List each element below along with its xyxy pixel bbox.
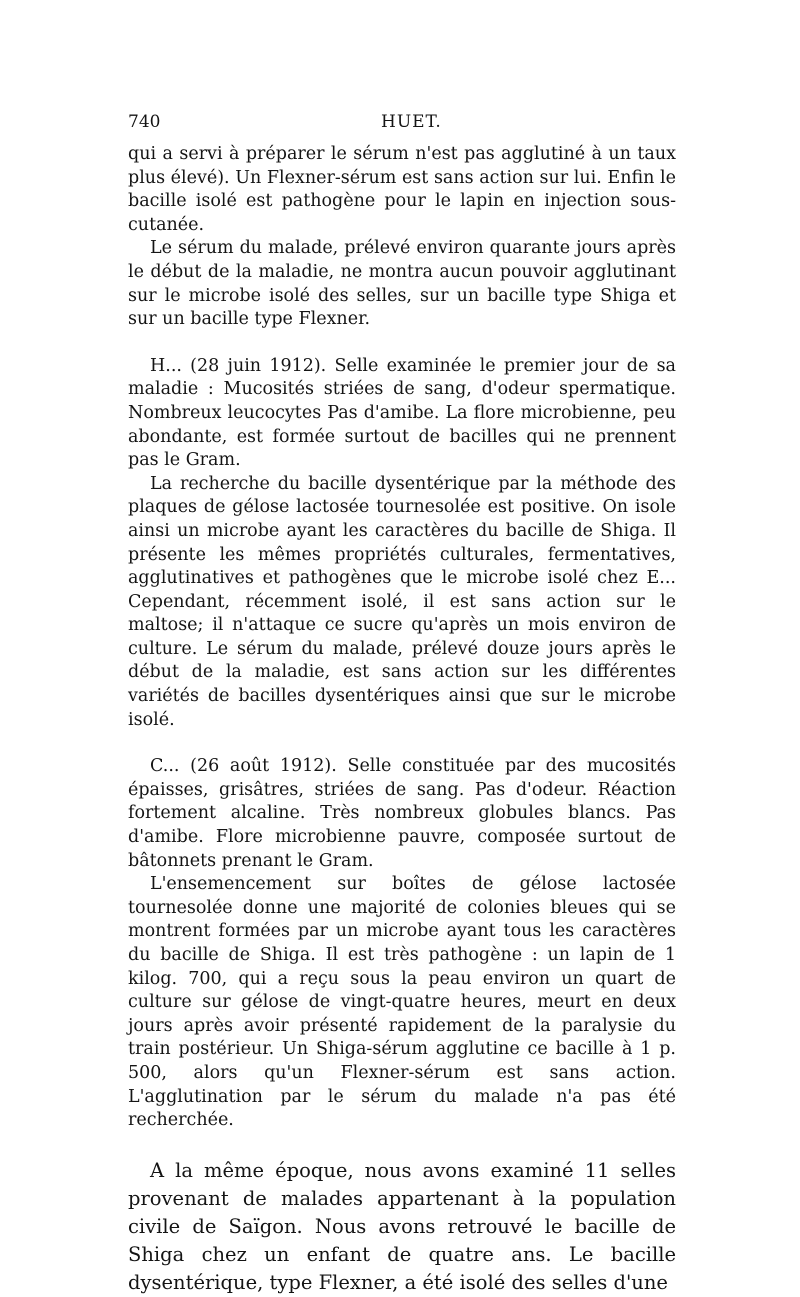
paragraph-case-h-research: La recherche du bacille dysentérique par la méthode des plaques de gélose lactosée tournesolée est positive. On isole ainsi un microbe ayant les caractères du bacille de Shiga. Il présente les mêmes propriétés culturales, fermentatives, agglutinatives et pathogènes que le microbe isolé chez E... Cependant, récemment isolé, il est sans action sur le maltose; il n'attaque ce sucre qu'après un mois environ de culture. Le sérum du malade, prélevé douze jours après le début de la maladie, est sans action sur les différentes variétés de bacilles dysentériques ainsi que sur le microbe isolé.: [128, 473, 676, 730]
page-number: 740: [128, 112, 161, 132]
paragraph-serum-result: Le sérum du malade, prélevé environ quarante jours après le début de la maladie, ne montra aucun pouvoir agglutinant sur le microbe isolé des selles, sur un bacille type Shiga et sur un bacille type Flexner.: [128, 238, 676, 330]
running-head: HUET.: [381, 112, 442, 132]
paragraph-case-c-culture: L'ensemencement sur boîtes de gélose lactosée tournesolée donne une majorité de colonies bleues qui se montrent formées par un microbe ayant tous les caractères du bacille de Shiga. Il est très pathogène : un lapin de 1 kilog. 700, qui a reçu sous la peau environ un quart de culture sur gélose de vingt-quatre heures, meurt en deux jours après avoir présenté rapidement de la paralysie du train postérieur. Un Shiga-sérum agglutine ce bacille à 1 p. 500, alors qu'un Flexner-sérum est sans action. L'agglutination par le sérum du malade n'a pas été recherchée.: [128, 874, 676, 1131]
body-text: [128, 143, 676, 1297]
paragraph-continuation: qui a servi à préparer le sérum n'est pas agglutiné à un taux plus élevé). Un Flexner-sérum est sans action sur lui. Enfin le bacille isolé est pathogène pour le lapin en injection sous-cutanée.: [128, 144, 676, 235]
paragraph-case-h: H... (28 juin 1912). Selle examinée le premier jour de sa maladie : Mucosités striées de sang, d'odeur spermatique. Nombreux leucocytes Pas d'amibe. La flore microbienne, peu abondante, est formée surtout de bacilles qui ne prennent pas le Gram.: [128, 355, 676, 471]
paragraph-civil-population: A la même époque, nous avons examiné 11 selles provenant de malades appartenant à la population civile de Saïgon. Nous avons retrouvé le bacille de Shiga chez un enfant de quatre ans. Le bacille dysentérique, type Flexner, a été isolé des selles d'une: [128, 1158, 676, 1294]
paragraph-case-c: C... (26 août 1912). Selle constituée par des mucosités épaisses, grisâtres, striées de sang. Pas d'odeur. Réaction fortement alcaline. Très nombreux globules blancs. Pas d'amibe. Flore microbienne pauvre, composée surtout de bâtonnets prenant le Gram.: [128, 756, 676, 871]
page-header: [128, 112, 676, 142]
